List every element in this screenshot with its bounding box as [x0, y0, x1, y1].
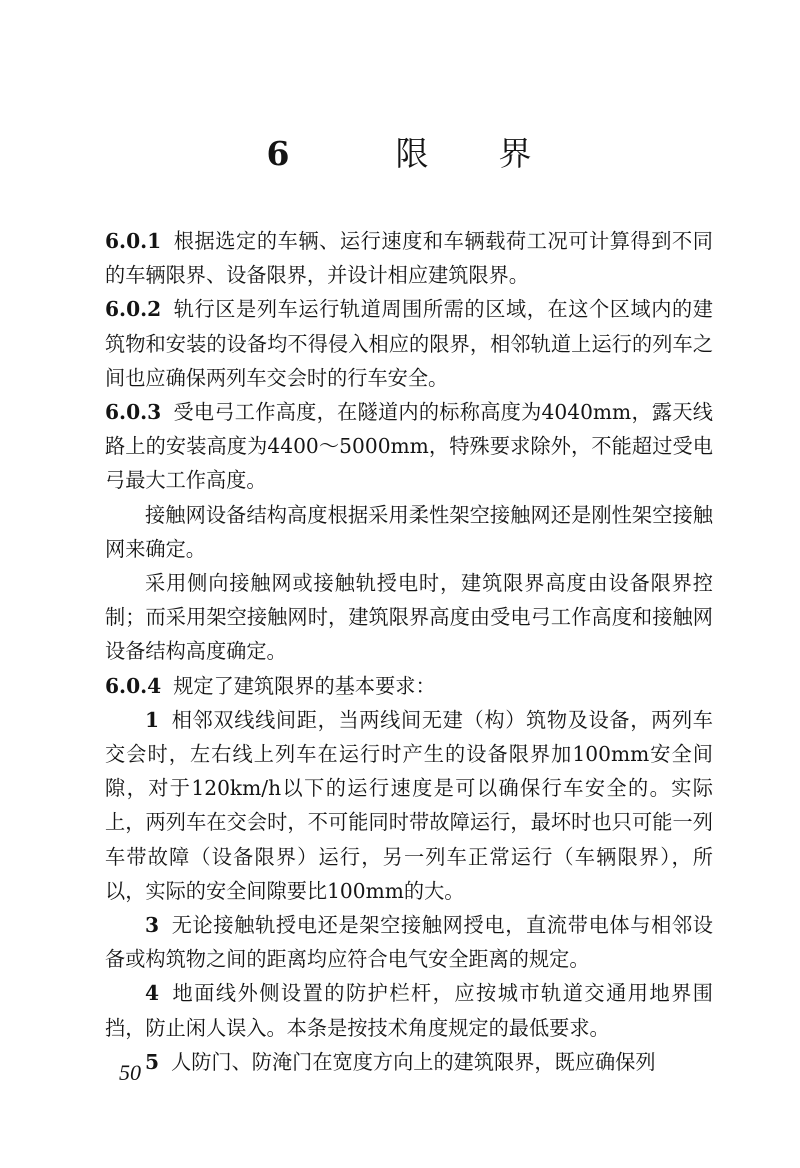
clause-6-0-3 [105, 395, 713, 498]
clause-number: 6.0.2 [105, 297, 162, 322]
item-text: 相邻双线线间距，当两线间无建（构）筑物及设备，两列车交会时，左右线上列车在运行时产生的设备限界加100mm安全间隙，对于120km/h以下的运行速度是可以确保行车安全的。实际上，两列车在交会时，不可能同时带故障运行，最坏时也只可能一列车带故障（设备限界）运行，另一列车正常运行（车辆限界），所以，实际的安全间隙要比100mm的大。 [105, 707, 713, 903]
item-text: 无论接触轨授电还是架空接触网授电，直流带电体与相邻设备或构筑物之间的距离均应符合电气安全距离的规定。 [105, 913, 713, 972]
clause-number: 6.0.3 [105, 400, 162, 425]
paragraph-text: 采用侧向接触网或接触轨授电时，建筑限界高度由设备限界控制；而采用架空接触网时，建筑限界高度由受电弓工作高度和接触网设备结构高度确定。 [105, 571, 713, 664]
page-number: 50 [119, 1060, 141, 1085]
clause-text: 根据选定的车辆、运行速度和车辆载荷工况可计算得到不同的车辆限界、设备限界，并设计相应建筑限界。 [105, 229, 713, 288]
list-item-4 [105, 976, 713, 1044]
list-item-3 [105, 908, 713, 976]
clause-text: 受电弓工作高度，在隧道内的标称高度为4040mm，露天线路上的安装高度为4400～5000mm，特殊要求除外，不能超过受电弓最大工作高度。 [105, 400, 713, 493]
paragraph-text: 接触网设备结构高度根据采用柔性架空接触网还是刚性架空接触网来确定。 [105, 502, 713, 561]
clause-6-0-4 [105, 669, 713, 703]
clause-6-0-1 [105, 224, 713, 292]
item-text: 人防门、防淹门在宽度方向上的建筑限界，既应确保列 [171, 1049, 656, 1074]
chapter-title [0, 132, 800, 176]
paragraph-clearance-height [105, 566, 713, 669]
item-text: 地面线外侧设置的防护栏杆，应按城市轨道交通用地界围挡，防止闲人误入。本条是按技术角度规定的最低要求。 [105, 981, 713, 1040]
clause-text: 规定了建筑限界的基本要求： [173, 673, 436, 698]
item-number: 4 [145, 981, 160, 1006]
item-number: 1 [145, 707, 160, 732]
clause-number: 6.0.1 [105, 229, 162, 253]
clause-number: 6.0.4 [105, 673, 162, 698]
clause-6-0-2 [105, 292, 713, 395]
list-item-1 [105, 703, 713, 908]
item-number: 3 [145, 913, 160, 938]
list-item-5 [105, 1045, 713, 1079]
clause-text: 轨行区是列车运行轨道周围所需的区域，在这个区域内的建筑物和安装的设备均不得侵入相应的限界，相邻轨道上运行的列车之间也应确保两列车交会时的行车安全。 [105, 297, 713, 390]
paragraph-catenary-height [105, 498, 713, 566]
chapter-number: 6 [266, 134, 292, 173]
chapter-title-char-2: 界 [498, 134, 534, 173]
body-text [105, 224, 713, 1079]
item-number: 5 [145, 1049, 160, 1074]
chapter-title-char-1: 限 [395, 134, 431, 173]
